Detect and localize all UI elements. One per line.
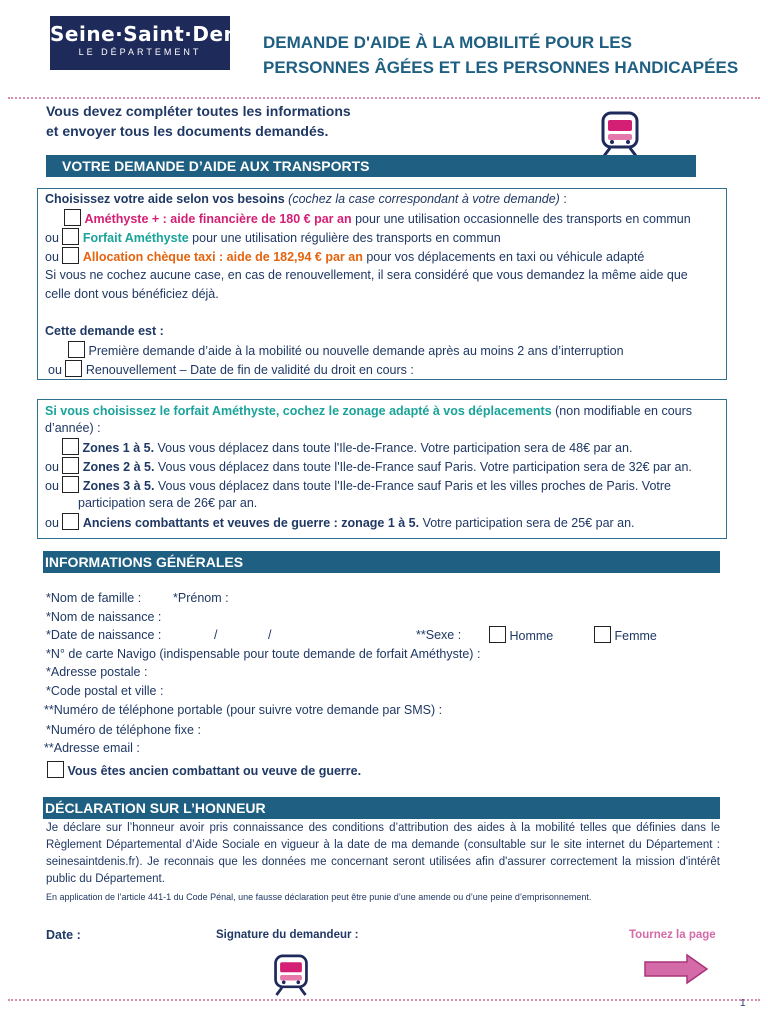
logo-subtext: LE DÉPARTEMENT [78, 47, 202, 57]
renewal-note-2: celle dont vous bénéficiez déjà. [45, 287, 219, 301]
checkbox-forfait-amethyste[interactable] [62, 228, 79, 245]
field-sex-label: **Sexe : [416, 628, 462, 642]
department-logo [50, 16, 259, 70]
option-veteran-status: Vous êtes ancien combattant ou veuve de guerre. [47, 761, 361, 780]
choose-aid-label: Choisissez votre aide selon vos besoins (cochez la case correspondant à votre demande) : [45, 192, 567, 206]
date-separator: / [268, 628, 272, 642]
date-label: Date : [46, 928, 81, 942]
checkbox-veteran-status[interactable] [47, 761, 64, 778]
field-mobile-label: **Numéro de téléphone portable (pour suivre votre demande par SMS) : [44, 703, 443, 717]
field-email-label: **Adresse email : [44, 741, 140, 755]
checkbox-cheque-taxi[interactable] [62, 247, 79, 264]
bottom-divider [8, 999, 760, 1001]
option-zones-1-5: Zones 1 à 5. Vous vous déplacez dans toute l'Ile-de-France. Votre participation sera de 48€ par an. [62, 438, 632, 457]
field-birth-name-label: *Nom de naissance : [46, 610, 162, 624]
option-cheque-taxi: ou Allocation chèque taxi : aide de 182,94 € par an pour vos déplacements en taxi ou véhicule adapté [45, 247, 644, 266]
option-female: Femme [594, 626, 657, 645]
page-title: DEMANDE D'AIDE À LA MOBILITÉ POUR LES PERSONNES ÂGÉES ET LES PERSONNES HANDICAPÉES [263, 33, 739, 77]
signature-label: Signature du demandeur : [216, 929, 359, 941]
train-icon [271, 948, 311, 1002]
section-title-transports: VOTRE DEMANDE D’AIDE AUX TRANSPORTS [46, 155, 696, 177]
demand-type-label: Cette demande est : [45, 324, 164, 338]
checkbox-amethyste-plus[interactable] [64, 209, 81, 226]
checkbox-first-demand[interactable] [68, 341, 85, 358]
option-zones-3-5: ou Zones 3 à 5. Vous vous déplacez dans toute l'Ile-de-France sauf Paris et les villes proches de Paris. Votre [45, 476, 671, 495]
option-zones-3-5-cont: participation sera de 26€ par an. [78, 496, 258, 510]
penal-code-notice: En application de l’article 441-1 du Code Pénal, une fausse déclaration peut être punie d’une amende ou d’une peine d’emprisonnement. [46, 892, 592, 902]
checkbox-male[interactable] [489, 626, 506, 643]
intro-text: Vous devez compléter toutes les informations et envoyer tous les documents demandés. [46, 103, 351, 139]
field-navigo-label: *N° de carte Navigo (indispensable pour toute demande de forfait Améthyste) : [46, 647, 481, 661]
logo-text: Seine·Saint·Denis [50, 22, 259, 46]
turn-page-label: Tournez la page [629, 929, 716, 941]
top-divider [8, 97, 760, 99]
field-postal-code-label: *Code postal et ville : [46, 684, 164, 698]
checkbox-female[interactable] [594, 626, 611, 643]
option-amethyste-plus: Améthyste + : aide financière de 180 € par an pour une utilisation occasionnelle des transports en commun [64, 209, 691, 228]
checkbox-zones-1-5[interactable] [62, 438, 79, 455]
field-birth-date-label: *Date de naissance : [46, 628, 162, 642]
section-title-general-info: INFORMATIONS GÉNÉRALES [43, 551, 720, 573]
field-family-name-label: *Nom de famille : [46, 591, 142, 605]
checkbox-renewal[interactable] [65, 360, 82, 377]
option-first-demand: Première demande d’aide à la mobilité ou nouvelle demande après au moins 2 ans d’interruption [68, 341, 624, 360]
zone-intro-2: d’année) : [45, 421, 101, 435]
train-icon [598, 110, 642, 158]
checkbox-veterans[interactable] [62, 513, 79, 530]
page-number: 1 [740, 998, 746, 1009]
checkbox-zones-3-5[interactable] [62, 476, 79, 493]
field-phone-label: *Numéro de téléphone fixe : [46, 723, 201, 737]
field-address-label: *Adresse postale : [46, 665, 148, 679]
checkbox-zones-2-5[interactable] [62, 457, 79, 474]
option-male: Homme [489, 626, 553, 645]
field-first-name-label: *Prénom : [173, 591, 229, 605]
arrow-right-icon[interactable] [643, 953, 709, 985]
section-title-declaration: DÉCLARATION SUR L’HONNEUR [43, 797, 720, 819]
option-renewal: ou Renouvellement – Date de fin de validité du droit en cours : [48, 360, 414, 379]
declaration-text: Je déclare sur l’honneur avoir pris connaissance des conditions d’attribution des aides à la mobilité telles que définies dans le Règlement Départemental d’Aide Sociale en vigueur à la date de ma demande (consultable sur le site internet du Département : seinesaintdenis.fr). Je reconnais que les données me concernant seront utilisées afin d'assurer correctement la mission d'intérêt public du Département. [46, 822, 720, 885]
zone-intro: Si vous choisissez le forfait Améthyste, cochez le zonage adapté à vos déplacements (non modifiable en cours [45, 404, 693, 418]
option-zones-2-5: ou Zones 2 à 5. Vous vous déplacez dans toute l'Ile-de-France sauf Paris. Votre participation sera de 32€ par an. [45, 457, 692, 476]
date-separator: / [214, 628, 218, 642]
option-forfait-amethyste: ou Forfait Améthyste pour une utilisation régulière des transports en commun [45, 228, 501, 247]
option-veterans: ou Anciens combattants et veuves de guerre : zonage 1 à 5. Votre participation sera de 25€ par an. [45, 513, 635, 532]
renewal-note: Si vous ne cochez aucune case, en cas de renouvellement, il sera considéré que vous demandez la même aide que [45, 268, 688, 282]
